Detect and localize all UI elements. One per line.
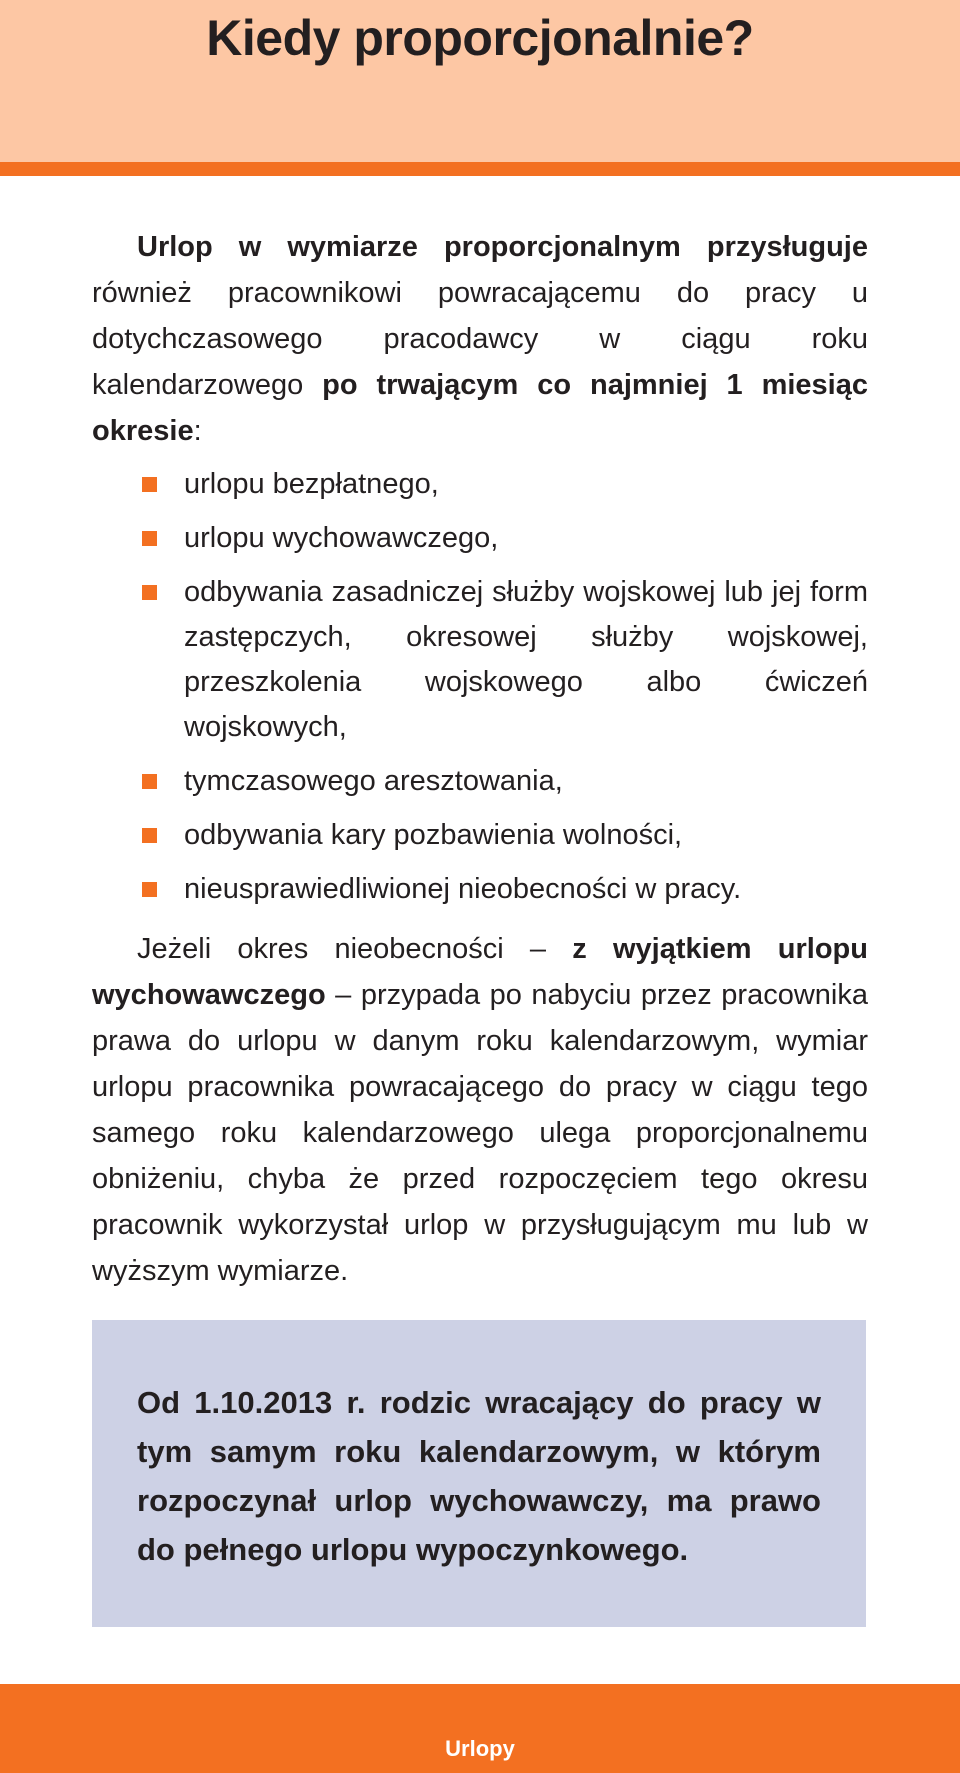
orange-square-bullet-icon xyxy=(142,531,157,546)
main-content xyxy=(92,224,868,1294)
absence-list xyxy=(92,462,868,912)
list-item-text: tymczasowego aresztowania, xyxy=(184,765,563,797)
orange-square-bullet-icon xyxy=(142,828,157,843)
list-item-text: odbywania kary pozbawienia wolności, xyxy=(184,819,683,851)
reduction-text-start: Jeżeli okres nieobecności – xyxy=(137,933,573,965)
orange-square-bullet-icon xyxy=(142,585,157,600)
page-title: Kiedy proporcjonalnie? xyxy=(206,10,754,66)
list-item xyxy=(92,867,868,912)
info-box xyxy=(92,1320,866,1627)
list-item xyxy=(92,759,868,804)
list-item-text: nieusprawiedliwionej nieobecności w pracy. xyxy=(184,873,742,905)
intro-text: również pracownikowi powracającemu do pracy u dotychczasowego pracodawcy w ciągu roku kalendarzowego xyxy=(92,277,868,401)
header-divider xyxy=(0,162,960,176)
orange-square-bullet-icon xyxy=(142,477,157,492)
info-box-text: Od 1.10.2013 r. rodzic wracający do pracy w tym samym roku kalendarzowym, w którym rozpoczynał urlop wychowawczy, ma prawo do pełnego urlopu wypoczynkowego. xyxy=(137,1385,821,1567)
list-item xyxy=(92,813,868,858)
footer-band xyxy=(0,1684,960,1773)
orange-square-bullet-icon xyxy=(142,774,157,789)
list-item xyxy=(92,462,868,507)
orange-square-bullet-icon xyxy=(142,882,157,897)
list-item-text: urlopu bezpłatnego, xyxy=(184,468,439,500)
reduction-paragraph xyxy=(92,926,868,1294)
footer-section-label: Urlopy xyxy=(445,1736,515,1761)
intro-bold-condition: po trwającym co najmniej 1 miesiąc okresie xyxy=(92,369,868,447)
intro-colon: : xyxy=(193,415,202,447)
header-band xyxy=(0,0,960,162)
list-item-text: urlopu wychowawczego, xyxy=(184,522,499,554)
list-item xyxy=(92,516,868,561)
list-item-text: odbywania zasadniczej służby wojskowej lub jej form zastępczych, okresowej służby wojskowej, przeszkolenia wojskowego albo ćwiczeń wojskowych, xyxy=(184,576,868,743)
intro-paragraph xyxy=(92,224,868,454)
list-item xyxy=(92,570,868,750)
reduction-bold-exception: z wyjątkiem urlopu wychowawczego xyxy=(92,933,868,1011)
reduction-text-end: – przypada po nabyciu przez pracownika prawa do urlopu w danym roku kalendarzowym, wymiar urlopu pracownika powracającego do pracy w ciągu tego samego roku kalendarzowego ulega proporcjonalnemu obniżeniu, chyba że przed rozpoczęciem tego okresu pracownik wykorzystał urlop w przysługującym mu lub w wyższym wymiarze. xyxy=(92,979,868,1287)
intro-bold-lead: Urlop w wymiarze proporcjonalnym przysługuje xyxy=(137,231,868,263)
